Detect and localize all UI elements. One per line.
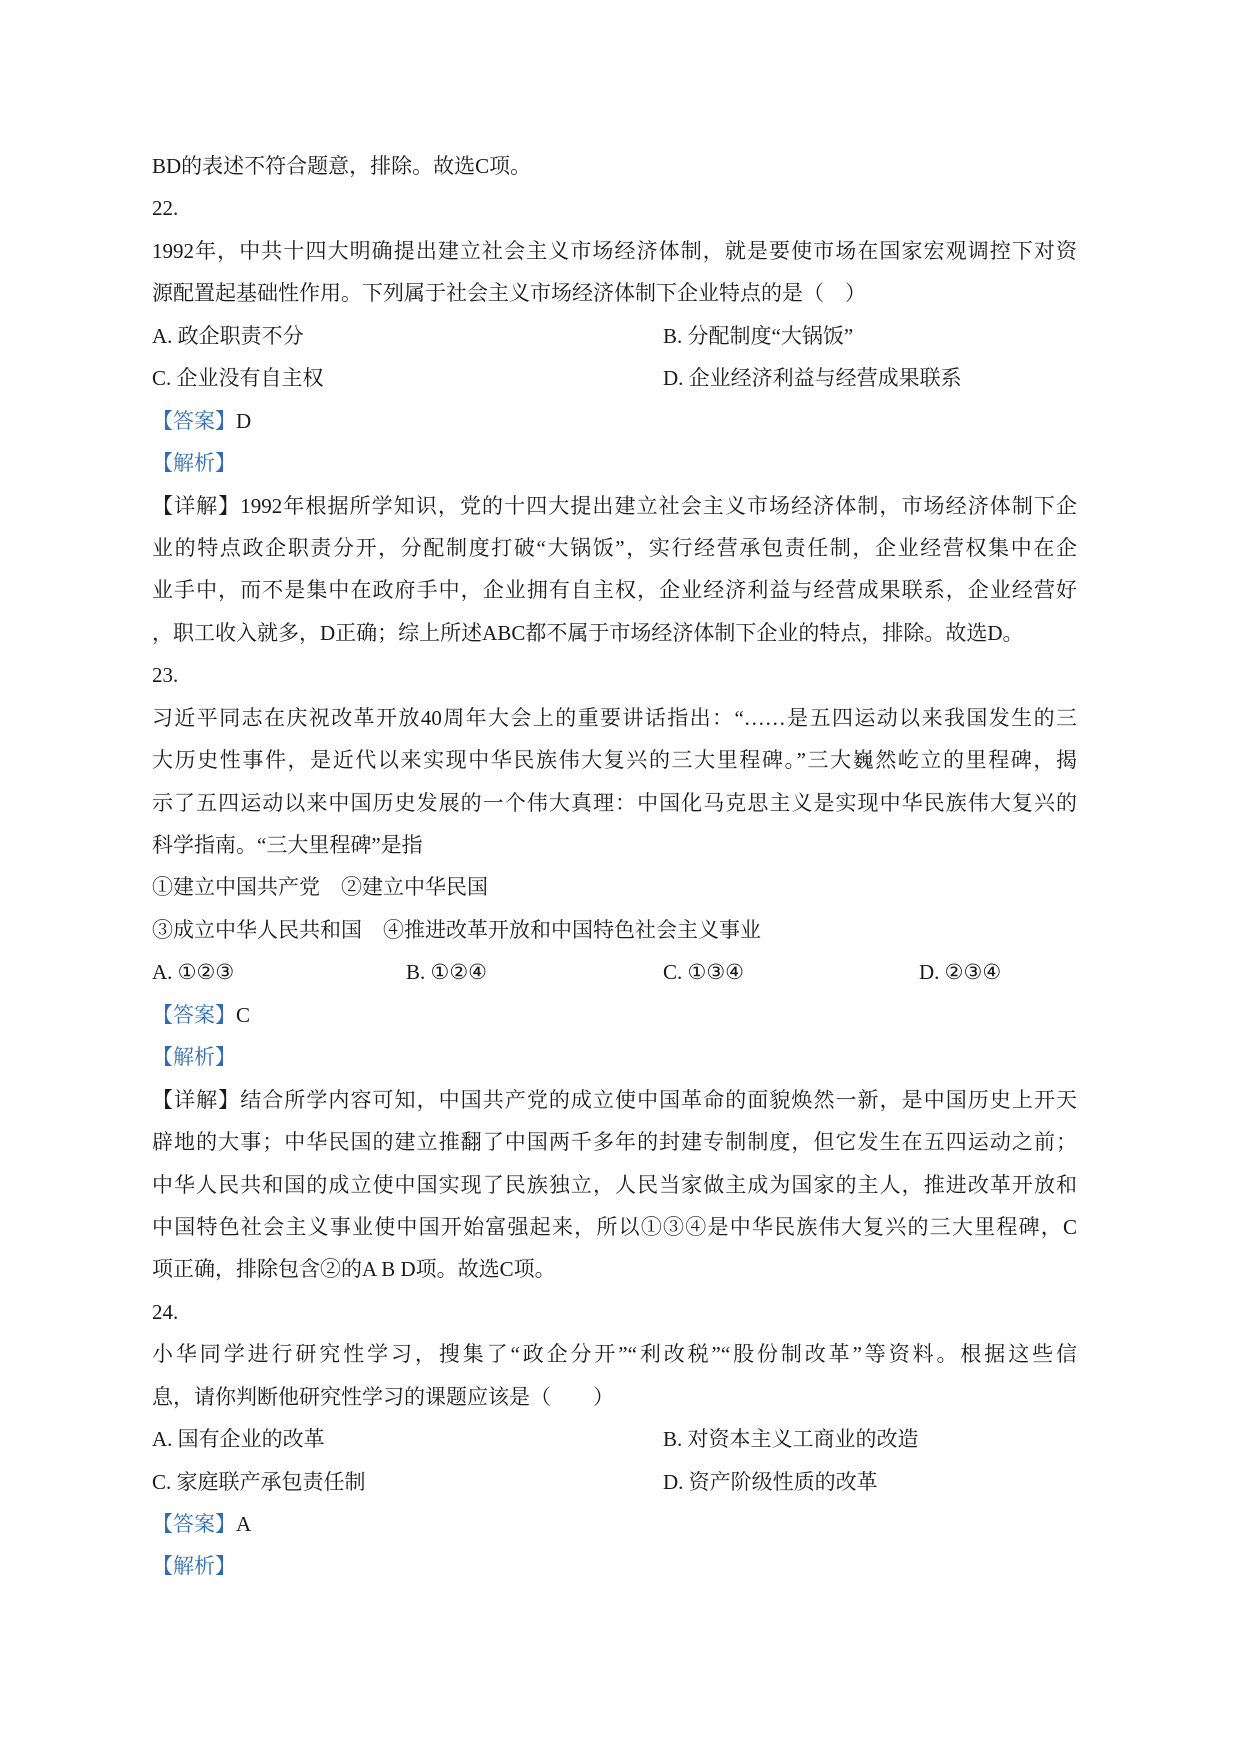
answer-line: [152, 400, 1077, 442]
answer-value: C: [236, 1002, 251, 1027]
question-stem-line: 示了五四运动以来中国历史发展的一个伟大真理：中国化马克思主义是实现中华民族伟大复兴的: [152, 790, 1077, 815]
question-number: 23.: [152, 663, 179, 688]
question-stem-line: 大历史性事件，是近代以来实现中华民族伟大复兴的三大里程碑。”三大巍然屹立的里程碑，揭: [152, 748, 1077, 773]
option-a: A. ①②③: [152, 960, 235, 985]
options-row: [152, 315, 1077, 357]
analysis-label: 【解析】: [152, 1554, 236, 1579]
analysis-line: [152, 442, 1077, 484]
question-stem-line: 1992年，中共十四大明确提出建立社会主义市场经济体制，就是要使市场在国家宏观调控下对资: [152, 238, 1077, 263]
detail-line: 【详解】1992年根据所学知识，党的十四大提出建立社会主义市场经济体制，市场经济体制下企: [152, 493, 1077, 518]
option-a: A. 政企职责不分: [152, 323, 304, 348]
option-b: B. 对资本主义工商业的改造: [663, 1427, 919, 1452]
option-d: D. ②③④: [919, 960, 1002, 985]
options-row: [152, 951, 1077, 993]
detail-line: 业手中，而不是集中在政府手中，企业拥有自主权，企业经济利益与经营成果联系，企业经营好: [152, 578, 1077, 603]
options-row: [152, 357, 1077, 399]
detail-line: 中华人民共和国的成立使中国实现了民族独立，人民当家做主成为国家的主人，推进改革开放和: [152, 1172, 1077, 1197]
question-stem-line: 息，请你判断他研究性学习的课题应该是（ ）: [152, 1384, 614, 1409]
previous-explanation-end: BD的表述不符合题意，排除。故选C项。: [152, 154, 532, 178]
question-number: 24.: [152, 1299, 179, 1324]
question-stem-line: 科学指南。“三大里程碑”是指: [152, 833, 423, 857]
detail-line: 中国特色社会主义事业使中国开始富强起来，所以①③④是中华民族伟大复兴的三大里程碑，C: [152, 1214, 1077, 1239]
answer-line: [152, 994, 1077, 1036]
detail-line: 【详解】结合所学内容可知，中国共产党的成立使中国革命的面貌焕然一新，是中国历史上开天: [152, 1087, 1077, 1112]
answer-value: D: [236, 408, 252, 433]
document-body: [152, 145, 1077, 1588]
question-23: [152, 654, 1077, 1291]
answer-line: [152, 1503, 1077, 1545]
option-b: B. 分配制度“大锅饭”: [663, 323, 854, 348]
options-row: [152, 1461, 1077, 1503]
answer-label: 【答案】: [152, 408, 236, 433]
option-b: B. ①②④: [406, 960, 487, 985]
detail-line: 辟地的大事；中华民国的建立推翻了中国两千多年的封建专制制度，但它发生在五四运动之前；: [152, 1130, 1077, 1155]
option-a: A. 国有企业的改革: [152, 1427, 325, 1452]
analysis-label: 【解析】: [152, 451, 236, 476]
option-d: D. 企业经济利益与经营成果联系: [663, 366, 962, 391]
question-stem-line: 习近平同志在庆祝改革开放40周年大会上的重要讲话指出：“……是五四运动以来我国发生的三: [152, 705, 1077, 730]
question-22: [152, 187, 1077, 654]
question-24: [152, 1291, 1077, 1588]
detail-line: ，职工收入就多，D正确；综上所述ABC都不属于市场经济体制下企业的特点，排除。故选D。: [152, 620, 1024, 645]
question-stem-line: 小华同学进行研究性学习，搜集了“政企分开”“利改税”“股份制改革”等资料。根据这些信: [152, 1342, 1077, 1367]
detail-line: 业的特点政企职责分开，分配制度打破“大锅饭”，实行经营承包责任制，企业经营权集中在企: [152, 535, 1077, 560]
answer-value: A: [236, 1512, 252, 1536]
option-d: D. 资产阶级性质的改革: [663, 1469, 878, 1494]
detail-line: 项正确，排除包含②的A B D项。故选C项。: [152, 1257, 556, 1282]
analysis-line: [152, 1545, 1077, 1587]
analysis-label: 【解析】: [152, 1045, 236, 1070]
options-row: [152, 1418, 1077, 1460]
statement-line: ③成立中华人民共和国 ④推进改革开放和中国特色社会主义事业: [152, 917, 761, 942]
option-c: C. ①③④: [663, 960, 744, 985]
analysis-line: [152, 1036, 1077, 1078]
option-c: C. 企业没有自主权: [152, 366, 324, 391]
option-c: C. 家庭联产承包责任制: [152, 1469, 366, 1494]
answer-label: 【答案】: [152, 1512, 236, 1536]
question-stem-line: 源配置起基础性作用。下列属于社会主义市场经济体制下企业特点的是（ ）: [152, 281, 866, 306]
statement-line: ①建立中国共产党 ②建立中华民国: [152, 875, 488, 900]
question-number: 22.: [152, 196, 179, 221]
answer-label: 【答案】: [152, 1002, 236, 1027]
